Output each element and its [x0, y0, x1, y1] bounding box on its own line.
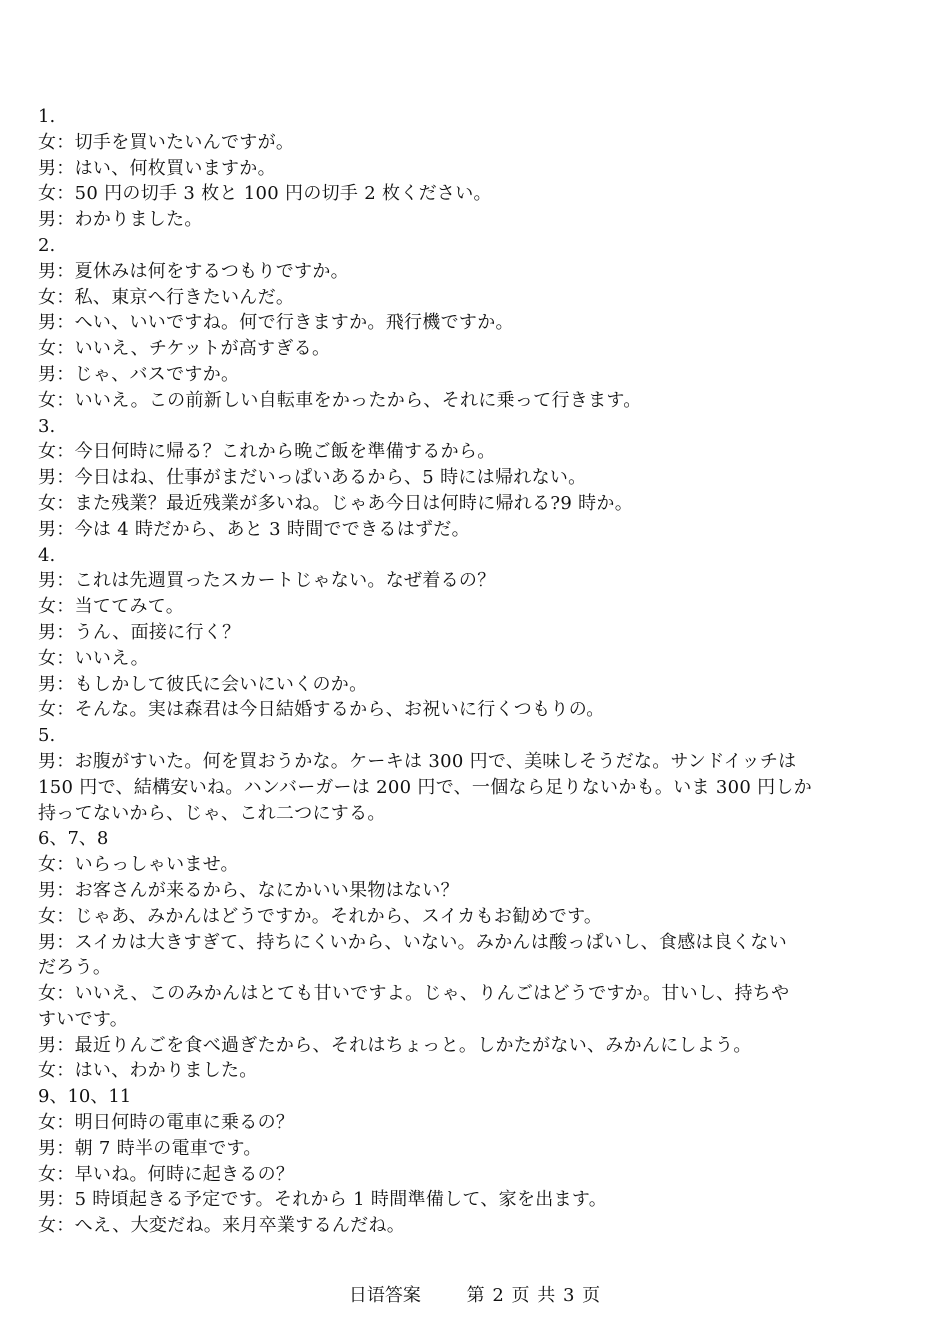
section-number: 1.	[38, 106, 56, 127]
dialogue-line: 持ってないから、じゃ、これ二つにする。	[38, 802, 386, 824]
dialogue-line: 女：50 円の切手 3 枚と 100 円の切手 2 枚ください。	[38, 183, 492, 205]
dialogue-line: 女：はい、わかりました。	[38, 1060, 258, 1082]
dialogue-line: 男：もしかして彼氏に会いにいくのか。	[38, 673, 368, 695]
dialogue-line: 女：へえ、大変だね。来月卒業するんだね。	[38, 1215, 406, 1237]
dialogue-line: 女：いいえ。この前新しい自転車をかったから、それに乗って行きます。	[38, 389, 642, 411]
dialogue-line: 男：今は 4 時だから、あと 3 時間でできるはずだ。	[38, 518, 470, 540]
dialogue-line: 男：はい、何枚買いますか。	[38, 157, 276, 179]
dialogue-line: 女：じゃあ、みかんはどうですか。それから、スイカもお勧めです。	[38, 905, 603, 927]
section-number: 5.	[38, 725, 56, 747]
dialogue-line: 男：朝 7 時半の電車です。	[38, 1137, 262, 1159]
dialogue-line: 女：私、東京へ行きたいんだ。	[38, 286, 295, 308]
dialogue-line: 女：また残業？最近残業が多いね。じゃあ今日は何時に帰れる?9 時か。	[38, 492, 634, 514]
dialogue-line: 男：お腹がすいた。何を買おうかな。ケーキは 300 円で、美味しそうだな。サンドイッチは	[38, 750, 797, 772]
dialogue-line: 男：わかりました。	[38, 209, 203, 231]
section-number: 3.	[38, 415, 56, 437]
dialogue-line: 女：いいえ、チケットが高すぎる。	[38, 338, 331, 360]
dialogue-line: 女：いいえ。	[38, 647, 149, 669]
dialogue-line: 女：そんな。実は森君は今日結婚するから、お祝いに行くつもりの。	[38, 699, 605, 721]
page-footer	[0, 1284, 950, 1308]
dialogue-line: 男：スイカは大きすぎて、持ちにくいから、いない。みかんは酸っぱいし、食感は良くない	[38, 931, 788, 953]
section-number: 2.	[38, 234, 56, 256]
dialogue-line: すいです。	[38, 1008, 129, 1030]
dialogue-line: 男：へい、いいですね。何で行きますか。飛行機ですか。	[38, 312, 514, 334]
dialogue-line: 150 円で、結構安いね。ハンバーガーは 200 円で、一個なら足りないかも。いま 300 円しか	[38, 776, 813, 798]
dialogue-line: 女：早いね。何時に起きるの？	[38, 1163, 295, 1185]
section-number: 9、10、11	[38, 1086, 132, 1108]
dialogue-line: 女：いらっしゃいませ。	[38, 854, 239, 876]
dialogue-line: 男：最近りんごを食べ過ぎたから、それはちょっと。しかたがない、みかんにしよう。	[38, 1034, 752, 1056]
dialogue-line: 男：これは先週買ったスカートじゃない。なぜ着るの？	[38, 570, 496, 592]
section-number: 4.	[38, 544, 56, 566]
dialogue-line: 女：切手を買いたいんですが。	[38, 131, 295, 153]
page-number: 第 2 页 共 3 页	[466, 1285, 602, 1306]
dialogue-line: 女：いいえ、このみかんはとても甘いですよ。じゃ、りんごはどうですか。甘いし、持ちや	[38, 983, 790, 1005]
dialogue-line: 女：今日何時に帰る？これから晩ご飯を準備するから。	[38, 441, 496, 463]
dialogue-line: 男：じゃ、バスですか。	[38, 363, 240, 385]
dialogue-line: 女：明日何時の電車に乗るの？	[38, 1112, 295, 1134]
section-number: 6、7、8	[38, 828, 109, 850]
dialogue-line: 女：当ててみて。	[38, 596, 185, 618]
dialogue-line: 男：夏休みは何をするつもりですか。	[38, 260, 349, 282]
footer-title: 日语答案	[348, 1285, 421, 1306]
dialogue-line: だろう。	[38, 957, 112, 979]
dialogue-line: 男：今日はね、仕事がまだいっぱいあるから、5 時には帰れない。	[38, 467, 587, 489]
transcript-body	[38, 104, 918, 1239]
dialogue-line: 男：お客さんが来るから、なにかいい果物はない？	[38, 879, 459, 901]
dialogue-line: 男：うん、面接に行く？	[38, 621, 241, 643]
dialogue-line: 男：5 時頃起きる予定です。それから 1 時間準備して、家を出ます。	[38, 1189, 608, 1211]
